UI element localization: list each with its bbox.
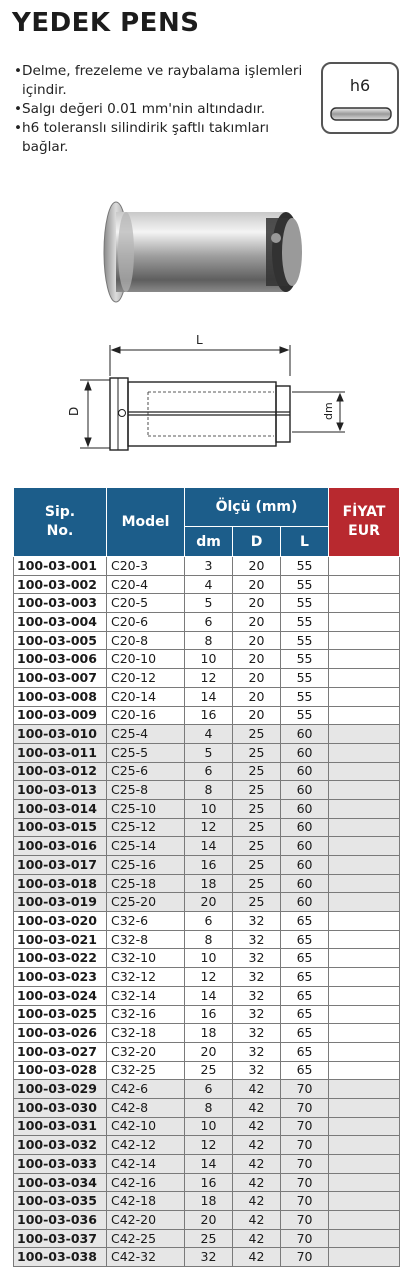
d-cell: 32 (233, 1024, 281, 1043)
header-d: D (233, 527, 281, 557)
dm-cell: 10 (185, 650, 233, 669)
model-cell: C42-8 (107, 1098, 185, 1117)
dm-cell: 14 (185, 1155, 233, 1174)
order-no-cell: 100-03-011 (14, 743, 107, 762)
order-no-cell: 100-03-033 (14, 1155, 107, 1174)
price-cell (329, 1005, 400, 1024)
dm-cell: 12 (185, 1136, 233, 1155)
d-cell: 20 (233, 631, 281, 650)
dm-cell: 3 (185, 557, 233, 576)
table-row (14, 1005, 400, 1024)
d-cell: 32 (233, 949, 281, 968)
dm-cell: 10 (185, 949, 233, 968)
price-cell (329, 799, 400, 818)
model-cell: C42-20 (107, 1211, 185, 1230)
l-cell: 65 (281, 1005, 329, 1024)
model-cell: C20-10 (107, 650, 185, 669)
model-cell: C42-16 (107, 1173, 185, 1192)
l-cell: 65 (281, 949, 329, 968)
price-cell (329, 1173, 400, 1192)
l-cell: 65 (281, 1061, 329, 1080)
d-cell: 25 (233, 743, 281, 762)
order-no-cell: 100-03-028 (14, 1061, 107, 1080)
table-row (14, 874, 400, 893)
table-row (14, 912, 400, 931)
model-cell: C32-8 (107, 930, 185, 949)
d-cell: 20 (233, 613, 281, 632)
d-cell: 20 (233, 669, 281, 688)
dm-cell: 8 (185, 930, 233, 949)
model-cell: C25-6 (107, 762, 185, 781)
model-cell: C32-10 (107, 949, 185, 968)
l-cell: 60 (281, 781, 329, 800)
price-cell (329, 1061, 400, 1080)
table-row (14, 631, 400, 650)
order-no-cell: 100-03-017 (14, 856, 107, 875)
price-cell (329, 669, 400, 688)
dm-cell: 10 (185, 1117, 233, 1136)
order-no-cell: 100-03-031 (14, 1117, 107, 1136)
model-cell: C25-14 (107, 837, 185, 856)
l-cell: 65 (281, 930, 329, 949)
order-no-cell: 100-03-004 (14, 613, 107, 632)
l-cell: 55 (281, 557, 329, 576)
l-cell: 55 (281, 706, 329, 725)
table-row (14, 818, 400, 837)
l-cell: 65 (281, 986, 329, 1005)
table-row (14, 1173, 400, 1192)
price-cell (329, 930, 400, 949)
l-cell: 55 (281, 594, 329, 613)
table-row (14, 1061, 400, 1080)
l-cell: 60 (281, 893, 329, 912)
l-cell: 60 (281, 874, 329, 893)
price-cell (329, 1155, 400, 1174)
table-row (14, 781, 400, 800)
l-cell: 60 (281, 799, 329, 818)
l-cell: 55 (281, 687, 329, 706)
table-row (14, 968, 400, 987)
table-row (14, 1098, 400, 1117)
table-row (14, 1192, 400, 1211)
feature-item: • h6 toleranslı silindirik şaftlı takımları bağlar. (14, 119, 314, 157)
order-no-cell: 100-03-020 (14, 912, 107, 931)
header-order-no: Sip. No. (14, 488, 107, 557)
table-row (14, 1024, 400, 1043)
table-row (14, 557, 400, 576)
model-cell: C32-14 (107, 986, 185, 1005)
d-cell: 42 (233, 1136, 281, 1155)
order-no-cell: 100-03-035 (14, 1192, 107, 1211)
table-row (14, 706, 400, 725)
l-cell: 60 (281, 818, 329, 837)
d-cell: 42 (233, 1155, 281, 1174)
table-row (14, 930, 400, 949)
dm-cell: 12 (185, 669, 233, 688)
price-cell (329, 594, 400, 613)
model-cell: C20-5 (107, 594, 185, 613)
price-cell (329, 1117, 400, 1136)
model-cell: C20-16 (107, 706, 185, 725)
price-cell (329, 1229, 400, 1248)
dm-cell: 4 (185, 725, 233, 744)
l-cell: 55 (281, 669, 329, 688)
dm-cell: 20 (185, 1042, 233, 1061)
table-row (14, 669, 400, 688)
l-cell: 70 (281, 1098, 329, 1117)
price-cell (329, 725, 400, 744)
table-row (14, 856, 400, 875)
dm-cell: 32 (185, 1248, 233, 1267)
price-cell (329, 743, 400, 762)
d-cell: 32 (233, 1005, 281, 1024)
d-cell: 42 (233, 1211, 281, 1230)
l-cell: 70 (281, 1136, 329, 1155)
table-row (14, 893, 400, 912)
l-cell: 55 (281, 650, 329, 669)
technical-drawing (60, 330, 350, 470)
d-cell: 42 (233, 1173, 281, 1192)
table-row (14, 575, 400, 594)
table-row (14, 986, 400, 1005)
price-cell (329, 1192, 400, 1211)
table-row (14, 650, 400, 669)
l-cell: 70 (281, 1192, 329, 1211)
order-no-cell: 100-03-023 (14, 968, 107, 987)
d-cell: 25 (233, 799, 281, 818)
model-cell: C42-25 (107, 1229, 185, 1248)
dm-cell: 20 (185, 893, 233, 912)
l-cell: 60 (281, 856, 329, 875)
header-dm: dm (185, 527, 233, 557)
order-no-cell: 100-03-034 (14, 1173, 107, 1192)
feature-list (14, 62, 314, 157)
table-row (14, 949, 400, 968)
dm-cell: 14 (185, 837, 233, 856)
table-row (14, 725, 400, 744)
dm-cell: 4 (185, 575, 233, 594)
order-no-cell: 100-03-018 (14, 874, 107, 893)
order-no-cell: 100-03-012 (14, 762, 107, 781)
order-no-cell: 100-03-021 (14, 930, 107, 949)
d-cell: 25 (233, 762, 281, 781)
table-row (14, 799, 400, 818)
order-no-cell: 100-03-029 (14, 1080, 107, 1099)
tolerance-label: h6 (349, 76, 371, 95)
model-cell: C25-8 (107, 781, 185, 800)
order-no-cell: 100-03-038 (14, 1248, 107, 1267)
feature-text: h6 toleranslı silindirik şaftlı takımları bağlar. (22, 120, 270, 155)
price-cell (329, 1211, 400, 1230)
price-cell (329, 986, 400, 1005)
d-cell: 20 (233, 687, 281, 706)
feature-text: Delme, frezeleme ve raybalama işlemleri içindir. (22, 63, 303, 98)
model-cell: C32-6 (107, 912, 185, 931)
table-row (14, 1248, 400, 1267)
dm-cell: 8 (185, 1098, 233, 1117)
dm-cell: 18 (185, 1192, 233, 1211)
d-cell: 20 (233, 557, 281, 576)
table-row (14, 1136, 400, 1155)
d-cell: 42 (233, 1248, 281, 1267)
d-cell: 25 (233, 725, 281, 744)
table-row (14, 1117, 400, 1136)
bore-diameter-label: dm (322, 402, 335, 420)
l-cell: 55 (281, 631, 329, 650)
order-no-cell: 100-03-016 (14, 837, 107, 856)
price-cell (329, 781, 400, 800)
order-no-cell: 100-03-026 (14, 1024, 107, 1043)
d-cell: 42 (233, 1192, 281, 1211)
price-cell (329, 762, 400, 781)
order-no-cell: 100-03-008 (14, 687, 107, 706)
price-cell (329, 1136, 400, 1155)
price-cell (329, 1248, 400, 1267)
dm-cell: 6 (185, 912, 233, 931)
price-cell (329, 575, 400, 594)
d-cell: 32 (233, 912, 281, 931)
d-cell: 32 (233, 930, 281, 949)
table-row (14, 1229, 400, 1248)
l-cell: 70 (281, 1117, 329, 1136)
model-cell: C42-12 (107, 1136, 185, 1155)
dm-cell: 5 (185, 594, 233, 613)
model-cell: C32-25 (107, 1061, 185, 1080)
l-cell: 70 (281, 1173, 329, 1192)
price-cell (329, 837, 400, 856)
d-cell: 42 (233, 1098, 281, 1117)
dm-cell: 10 (185, 799, 233, 818)
price-cell (329, 631, 400, 650)
order-no-cell: 100-03-005 (14, 631, 107, 650)
model-cell: C32-12 (107, 968, 185, 987)
d-cell: 25 (233, 818, 281, 837)
order-no-cell: 100-03-027 (14, 1042, 107, 1061)
order-no-cell: 100-03-036 (14, 1211, 107, 1230)
order-no-cell: 100-03-010 (14, 725, 107, 744)
l-cell: 70 (281, 1155, 329, 1174)
l-cell: 55 (281, 575, 329, 594)
page-title: YEDEK PENS (12, 8, 200, 38)
model-cell: C42-18 (107, 1192, 185, 1211)
price-cell (329, 706, 400, 725)
price-cell (329, 893, 400, 912)
dm-cell: 25 (185, 1229, 233, 1248)
table-row (14, 762, 400, 781)
table-row (14, 594, 400, 613)
model-cell: C32-18 (107, 1024, 185, 1043)
order-no-cell: 100-03-013 (14, 781, 107, 800)
price-cell (329, 912, 400, 931)
model-cell: C42-10 (107, 1117, 185, 1136)
d-cell: 32 (233, 968, 281, 987)
l-cell: 70 (281, 1248, 329, 1267)
header-model: Model (107, 488, 185, 557)
l-cell: 65 (281, 968, 329, 987)
table-row (14, 613, 400, 632)
table-row (14, 1042, 400, 1061)
order-no-cell: 100-03-037 (14, 1229, 107, 1248)
l-cell: 60 (281, 837, 329, 856)
l-cell: 55 (281, 613, 329, 632)
model-cell: C25-16 (107, 856, 185, 875)
price-cell (329, 968, 400, 987)
price-cell (329, 1080, 400, 1099)
model-cell: C20-14 (107, 687, 185, 706)
dm-cell: 16 (185, 856, 233, 875)
l-cell: 65 (281, 912, 329, 931)
d-cell: 20 (233, 594, 281, 613)
price-cell (329, 650, 400, 669)
order-no-cell: 100-03-006 (14, 650, 107, 669)
dm-cell: 20 (185, 1211, 233, 1230)
d-cell: 25 (233, 874, 281, 893)
d-cell: 42 (233, 1117, 281, 1136)
model-cell: C25-20 (107, 893, 185, 912)
dm-cell: 8 (185, 631, 233, 650)
table-row (14, 1080, 400, 1099)
d-cell: 20 (233, 650, 281, 669)
l-cell: 60 (281, 725, 329, 744)
l-cell: 70 (281, 1080, 329, 1099)
dm-cell: 14 (185, 986, 233, 1005)
table-row (14, 837, 400, 856)
price-cell (329, 613, 400, 632)
price-cell (329, 949, 400, 968)
model-cell: C25-5 (107, 743, 185, 762)
price-cell (329, 1042, 400, 1061)
tolerance-badge (321, 62, 399, 134)
l-cell: 60 (281, 762, 329, 781)
model-cell: C25-12 (107, 818, 185, 837)
dm-cell: 6 (185, 613, 233, 632)
model-cell: C42-32 (107, 1248, 185, 1267)
order-no-cell: 100-03-019 (14, 893, 107, 912)
order-no-cell: 100-03-001 (14, 557, 107, 576)
model-cell: C25-18 (107, 874, 185, 893)
feature-item: • Salgı değeri 0.01 mm'nin altındadır. (14, 101, 266, 117)
dm-cell: 16 (185, 1173, 233, 1192)
table-row (14, 743, 400, 762)
model-cell: C20-12 (107, 669, 185, 688)
feature-item: • Delme, frezeleme ve raybalama işlemleri içindir. (14, 62, 314, 100)
model-cell: C32-16 (107, 1005, 185, 1024)
dm-cell: 12 (185, 968, 233, 987)
order-no-cell: 100-03-030 (14, 1098, 107, 1117)
price-cell (329, 874, 400, 893)
d-cell: 42 (233, 1080, 281, 1099)
order-no-cell: 100-03-022 (14, 949, 107, 968)
dm-cell: 18 (185, 874, 233, 893)
l-cell: 65 (281, 1024, 329, 1043)
model-cell: C20-3 (107, 557, 185, 576)
model-cell: C20-8 (107, 631, 185, 650)
model-cell: C20-6 (107, 613, 185, 632)
order-no-cell: 100-03-024 (14, 986, 107, 1005)
d-cell: 42 (233, 1229, 281, 1248)
order-no-cell: 100-03-009 (14, 706, 107, 725)
model-cell: C25-10 (107, 799, 185, 818)
d-cell: 25 (233, 837, 281, 856)
collet-photo (96, 196, 316, 308)
order-no-cell: 100-03-003 (14, 594, 107, 613)
table-row (14, 687, 400, 706)
model-cell: C42-14 (107, 1155, 185, 1174)
dm-cell: 14 (185, 687, 233, 706)
dm-cell: 6 (185, 1080, 233, 1099)
order-no-cell: 100-03-014 (14, 799, 107, 818)
price-cell (329, 818, 400, 837)
d-cell: 32 (233, 1042, 281, 1061)
model-cell: C42-6 (107, 1080, 185, 1099)
dm-cell: 16 (185, 1005, 233, 1024)
order-no-cell: 100-03-032 (14, 1136, 107, 1155)
dm-cell: 5 (185, 743, 233, 762)
dm-cell: 6 (185, 762, 233, 781)
model-cell: C32-20 (107, 1042, 185, 1061)
dm-cell: 16 (185, 706, 233, 725)
diameter-label: D (67, 406, 81, 416)
d-cell: 32 (233, 1061, 281, 1080)
price-cell (329, 1024, 400, 1043)
l-cell: 70 (281, 1211, 329, 1230)
l-cell: 65 (281, 1042, 329, 1061)
feature-text: Salgı değeri 0.01 mm'nin altındadır. (22, 101, 266, 117)
table-row (14, 1155, 400, 1174)
d-cell: 25 (233, 893, 281, 912)
header-price: FİYAT EUR (329, 488, 400, 557)
order-no-cell: 100-03-002 (14, 575, 107, 594)
price-cell (329, 1098, 400, 1117)
model-cell: C20-4 (107, 575, 185, 594)
dm-cell: 25 (185, 1061, 233, 1080)
dm-cell: 18 (185, 1024, 233, 1043)
order-no-cell: 100-03-025 (14, 1005, 107, 1024)
l-cell: 70 (281, 1229, 329, 1248)
l-cell: 60 (281, 743, 329, 762)
order-no-cell: 100-03-015 (14, 818, 107, 837)
price-cell (329, 856, 400, 875)
header-l: L (281, 527, 329, 557)
model-cell: C25-4 (107, 725, 185, 744)
length-label: L (196, 333, 203, 347)
price-cell (329, 687, 400, 706)
dm-cell: 12 (185, 818, 233, 837)
order-no-cell: 100-03-007 (14, 669, 107, 688)
d-cell: 20 (233, 575, 281, 594)
d-cell: 20 (233, 706, 281, 725)
d-cell: 32 (233, 986, 281, 1005)
price-cell (329, 557, 400, 576)
table-row (14, 1211, 400, 1230)
shaft-icon (329, 104, 393, 124)
product-table (13, 487, 400, 1267)
d-cell: 25 (233, 856, 281, 875)
d-cell: 25 (233, 781, 281, 800)
header-dimensions: Ölçü (mm) (185, 488, 329, 527)
dm-cell: 8 (185, 781, 233, 800)
